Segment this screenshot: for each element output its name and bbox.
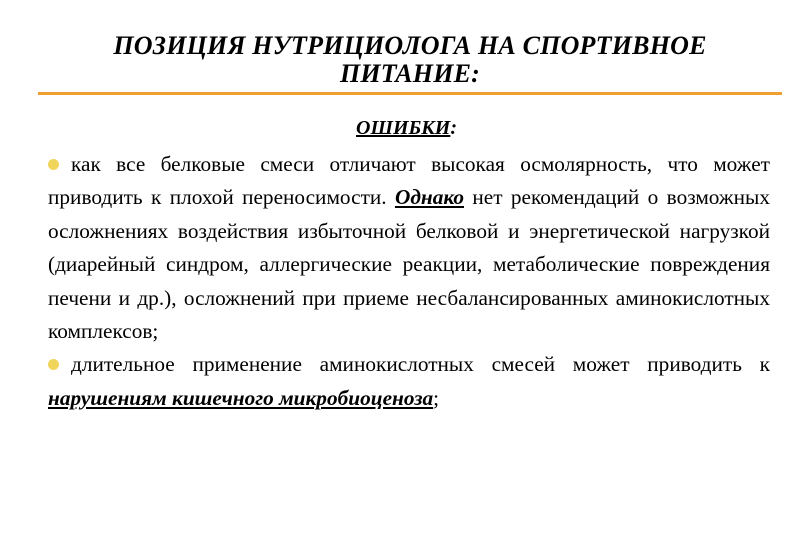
paragraph-1-emphasis: Однако [394,185,465,210]
title-divider [38,92,782,95]
paragraph-2-emphasis: нарушениям кишечного микробиоценоза [48,385,434,410]
subtitle-word: ОШИБКИ [356,117,451,139]
paragraph-2 [48,348,770,415]
slide-title [30,32,790,88]
paragraph-2-text-before: длительное применение аминокислотных смесей может приводить к [71,352,770,377]
subtitle-colon: : [450,117,458,139]
bullet-dot-icon [48,159,59,170]
title-line-1: ПОЗИЦИЯ НУТРИЦИОЛОГА НА СПОРТИВНОЕ [113,31,707,60]
paragraph-2-text-after: ; [433,385,440,410]
body-text [48,148,770,415]
paragraph-1 [48,148,770,348]
paragraph-1-text-before: как все белковые смеси отличают высокая осмолярность, что может приводить к плохой переносимости. [48,152,770,210]
section-subtitle [356,117,457,139]
title-line-2: ПИТАНИЕ: [339,59,481,88]
paragraph-1-text-after: нет рекомендаций о возможных осложнениях воздействия избыточной белковой и энергетической нагрузкой (диарейный синдром, аллергические реакции, метаболические повреждения печени и др.), осложнений при приеме несбалансированных аминокислотных комплексов; [48,185,770,344]
bullet-dot-icon [48,359,59,370]
